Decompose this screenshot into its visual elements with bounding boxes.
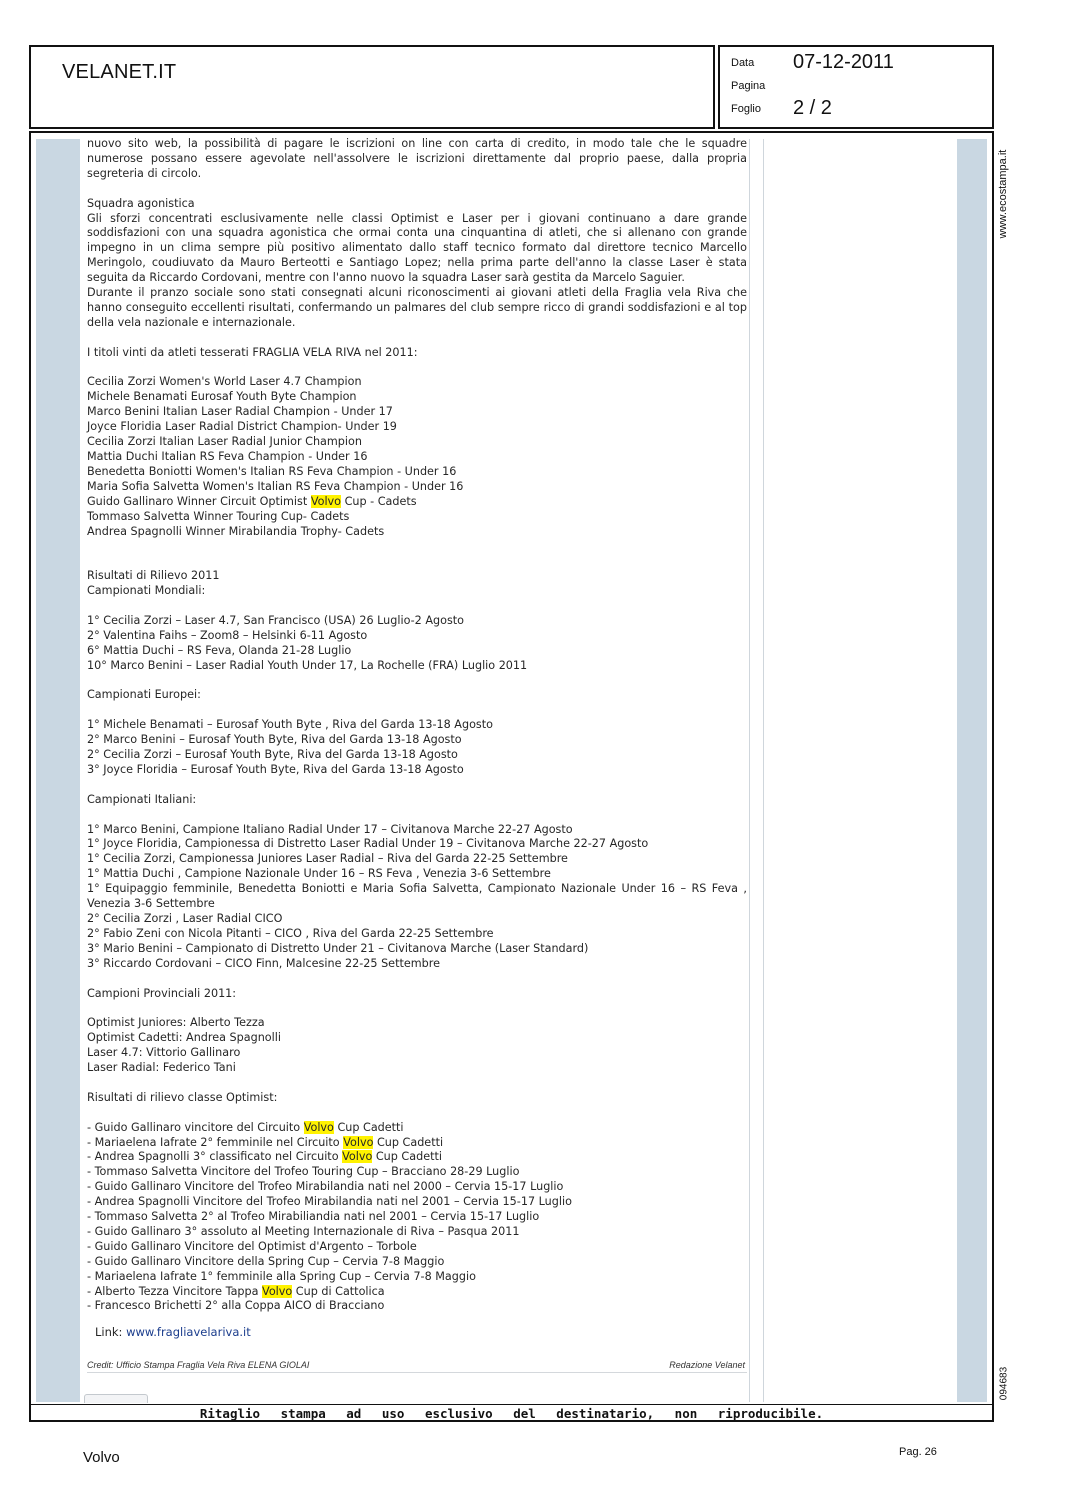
optimist-result-text: - Guido Gallinaro vincitore del Circuito	[87, 1120, 304, 1134]
optimist-result-text: - Guido Gallinaro Vincitore della Spring Cup – Cervia 7-8 Maggio	[87, 1254, 445, 1268]
european-result: 3° Joyce Floridia – Eurosaf Youth Byte, Riva del Garda 13-18 Agosto	[87, 762, 464, 776]
left-page-band	[36, 139, 80, 1402]
optimist-result-text-end: Cup Cadetti	[372, 1150, 442, 1164]
italiani-list	[87, 823, 747, 972]
optimist-result-text: - Andrea Spagnolli 3° classificato nel Circuito	[87, 1150, 343, 1164]
credit-right: Redazione Velanet	[669, 1360, 745, 1370]
cropped-button-stub	[84, 1394, 148, 1403]
intro-paragraph: nuovo sito web, la possibilità di pagare le iscrizioni on line con carta di credito, in modo tale che le squadre numerose possano essere agevolate nell'assolvere le iscrizioni direttamente dal proprio paese, dalla propria segreteria di circolo.	[87, 137, 747, 180]
european-result: 1° Michele Benamati – Eurosaf Youth Byte , Riva del Garda 13-18 Agosto	[87, 718, 493, 732]
highlighted-keyword: Volvo	[303, 1120, 334, 1134]
title-entry	[87, 525, 747, 540]
sidebar-divider	[763, 139, 764, 1402]
date-info-box	[718, 45, 994, 129]
optimist-result-text-end: Cup Cadetti	[333, 1120, 404, 1134]
optimist-result	[87, 1165, 747, 1180]
italian-result: 1° Equipaggio femminile, Benedetta Boniotti e Maria Sofia Salvetta, Campionato Nazionale Under 16 – RS Feva , Venezia 3-6 Settembre	[87, 882, 747, 911]
title-entry	[87, 435, 747, 450]
optimist-result-text: - Tommaso Salvetta Vincitore del Trofeo Touring Cup – Bracciano 28-29 Luglio	[87, 1165, 520, 1179]
italian-result: 1° Cecilia Zorzi, Campionessa Juniores Laser Radial – Riva del Garda 22-25 Settembre	[87, 852, 568, 866]
title-entry	[87, 450, 747, 465]
italian-result: 1° Mattia Duchi , Campione Nazionale Under 16 – RS Feva , Venezia 3-6 Settembre	[87, 867, 551, 881]
title-entry-text: Michele Benamati Eurosaf Youth Byte Champion	[87, 390, 357, 404]
pranzo-paragraph: Durante il pranzo sociale sono stati consegnati alcuni riconoscimenti ai giovani atleti della Fraglia vela Riva che hanno conseguito eccellenti risultati, confermando un palmares del club sempre ricco di grandi soddisfazioni e al top della vela nazionale e internazionale.	[87, 286, 747, 329]
world-result: 2° Valentina Faihs – Zoom8 – Helsinki 6-11 Agosto	[87, 628, 368, 642]
title-entry-text-end: Cup - Cadets	[341, 494, 417, 508]
optimist-heading: Risultati di rilievo classe Optimist:	[87, 1090, 278, 1104]
optimist-result-text-end: Cup di Cattolica	[292, 1284, 385, 1298]
world-result: 10° Marco Benini – Laser Radial Youth Under 17, La Rochelle (FRA) Luglio 2011	[87, 658, 528, 672]
mondiali-heading: Campionati Mondiali:	[87, 584, 206, 598]
optimist-result	[87, 1150, 747, 1165]
disclaimer-strip: Ritaglio stampa ad uso esclusivo del destinatario, non riproducibile.	[29, 1404, 994, 1423]
squadra-heading: Squadra agonistica	[87, 196, 195, 210]
provincial-champion: Optimist Cadetti: Andrea Spagnolli	[87, 1031, 281, 1045]
optimist-result	[87, 1210, 747, 1225]
italian-result: 2° Cecilia Zorzi , Laser Radial CICO	[87, 911, 283, 925]
european-result: 2° Marco Benini – Eurosaf Youth Byte, Riva del Garda 13-18 Agosto	[87, 733, 462, 747]
title-entry	[87, 495, 747, 510]
sheet-label: Foglio	[731, 103, 761, 115]
titoli-heading: I titoli vinti da atleti tesserati FRAGLIA VELA RIVA nel 2011:	[87, 345, 418, 359]
squadra-paragraph: Gli sforzi concentrati esclusivamente nelle classi Optimist e Laser per i giovani continuano a dare grande soddisfazioni con una squadra agonistica che ormai conta una cinquantina di atleti, che si allenano con grande impegno in un clima sempre più positivo alimentato dallo staff tecnico formato dal direttore tecnico Marcello Meringolo, coudiuvato da Mauro Berteotti e Santiago Lopez; nella prima parte dell'anno la classe Laser è stata seguita da Riccardo Cordovani, mentre con l'anno nuovo la squadra Laser sarà gestita da Marcelo Saguier.	[87, 211, 747, 285]
titoli-list	[87, 375, 747, 539]
optimist-result-text: - Andrea Spagnolli Vincitore del Trofeo Mirabilandia nati nel 2001 – Cervia 15-17 Luglio	[87, 1195, 572, 1209]
optimist-result	[87, 1240, 747, 1255]
publication-name: VELANET.IT	[62, 61, 177, 83]
mondiali-list	[87, 614, 747, 674]
optimist-result	[87, 1270, 747, 1285]
title-entry-text: Guido Gallinaro Winner Circuit Optimist	[87, 494, 311, 508]
optimist-result	[87, 1136, 747, 1151]
page-label: Pagina	[731, 80, 766, 92]
provinciali-list	[87, 1016, 747, 1076]
italian-result: 1° Marco Benini, Campione Italiano Radial Under 17 – Civitanova Marche 22-27 Agosto	[87, 822, 573, 836]
optimist-result-text-end: Cup Cadetti	[373, 1135, 444, 1149]
article-body	[87, 137, 747, 1314]
footer-page-number: Pag. 26	[899, 1446, 937, 1458]
title-entry	[87, 465, 747, 480]
optimist-list	[87, 1121, 747, 1315]
title-entry-text: Andrea Spagnolli Winner Mirabilandia Trophy- Cadets	[87, 524, 385, 538]
optimist-result-text: - Alberto Tezza Vincitore Tappa	[87, 1284, 263, 1298]
optimist-result-text: - Guido Gallinaro 3° assoluto al Meeting Internazionale di Riva – Pasqua 2011	[87, 1224, 520, 1238]
footer-keyword: Volvo	[83, 1449, 120, 1466]
ecostampa-vertical-text	[996, 143, 1012, 249]
optimist-result	[87, 1121, 747, 1136]
italian-result: 2° Fabio Zeni con Nicola Pitanti – CICO , Riva del Garda 22-25 Settembre	[87, 926, 494, 940]
title-entry	[87, 405, 747, 420]
europei-list	[87, 718, 747, 778]
world-result: 6° Mattia Duchi – RS Feva, Olanda 21-28 Luglio	[87, 643, 352, 657]
provincial-champion: Laser 4.7: Vittorio Gallinaro	[87, 1046, 241, 1060]
world-result: 1° Cecilia Zorzi – Laser 4.7, San Francisco (USA) 26 Luglio-2 Agosto	[87, 613, 465, 627]
highlighted-keyword: Volvo	[343, 1135, 374, 1149]
italian-result: 1° Joyce Floridia, Campionessa di Distretto Laser Radial Under 19 – Civitanova Marche 22-27 Agosto	[87, 837, 649, 851]
title-entry-text: Benedetta Boniotti Women's Italian RS Feva Champion - Under 16	[87, 464, 457, 478]
credit-divider	[87, 1372, 747, 1373]
source-link[interactable]: www.fragliavelariva.it	[126, 1325, 251, 1339]
title-entry-text: Marco Benini Italian Laser Radial Champion - Under 17	[87, 405, 393, 419]
date-value: 07-12-2011	[793, 51, 894, 73]
provincial-champion: Optimist Juniores: Alberto Tezza	[87, 1016, 265, 1030]
title-entry	[87, 375, 747, 390]
ecostampa-website: www.ecostampa.it	[997, 149, 1009, 239]
italiani-heading: Campionati Italiani:	[87, 792, 197, 806]
title-entry	[87, 480, 747, 495]
optimist-result	[87, 1195, 747, 1210]
optimist-result-text: - Francesco Brichetti 2° alla Coppa AICO di Bracciano	[87, 1299, 385, 1313]
clipping-code: 094683	[998, 1366, 1010, 1401]
optimist-result	[87, 1285, 747, 1300]
highlighted-keyword: Volvo	[310, 494, 342, 508]
sheet-value: 2 / 2	[793, 97, 832, 119]
optimist-result-text: - Tommaso Salvetta 2° al Trofeo Mirabiliandia nati nel 2001 – Cervia 15-17 Luglio	[87, 1210, 540, 1224]
highlighted-keyword: Volvo	[342, 1150, 373, 1164]
date-label: Data	[731, 57, 755, 69]
title-entry-text: Cecilia Zorzi Women's World Laser 4.7 Champion	[87, 375, 362, 389]
optimist-result	[87, 1299, 747, 1314]
italian-result: 3° Mario Benini – Campionato di Distretto Under 21 – Civitanova Marche (Laser Standard)	[87, 941, 589, 955]
title-entry-text: Mattia Duchi Italian RS Feva Champion - Under 16	[87, 449, 368, 463]
link-label: Link:	[95, 1325, 123, 1339]
title-entry	[87, 390, 747, 405]
right-page-band	[957, 139, 987, 1402]
title-entry	[87, 420, 747, 435]
title-entry-text: Maria Sofia Salvetta Women's Italian RS Feva Champion - Under 16	[87, 479, 464, 493]
provinciali-heading: Campioni Provinciali 2011:	[87, 986, 237, 1000]
clipping-code-vertical	[996, 1362, 1012, 1408]
credit-line	[87, 1360, 745, 1370]
provincial-champion: Laser Radial: Federico Tani	[87, 1061, 236, 1075]
highlighted-keyword: Volvo	[262, 1284, 293, 1298]
optimist-result-text: - Mariaelena Iafrate 1° femminile alla Spring Cup – Cervia 7-8 Maggio	[87, 1269, 476, 1283]
optimist-result	[87, 1225, 747, 1240]
title-entry-text: Joyce Floridia Laser Radial District Champion- Under 19	[87, 420, 397, 434]
optimist-result-text: - Mariaelena Iafrate 2° femminile nel Circuito	[87, 1135, 344, 1149]
optimist-result	[87, 1255, 747, 1270]
title-entry-text: Cecilia Zorzi Italian Laser Radial Junior Champion	[87, 435, 362, 449]
italian-result: 3° Riccardo Cordovani – CICO Finn, Malcesine 22-25 Settembre	[87, 956, 440, 970]
europei-heading: Campionati Europei:	[87, 688, 201, 702]
publication-header-box	[29, 45, 715, 129]
title-entry-text: Tommaso Salvetta Winner Touring Cup- Cadets	[87, 509, 350, 523]
risultati-heading: Risultati di Rilievo 2011	[87, 569, 220, 583]
optimist-result-text: - Guido Gallinaro Vincitore del Optimist d'Argento – Torbole	[87, 1239, 417, 1253]
european-result: 2° Cecilia Zorzi – Eurosaf Youth Byte, Riva del Garda 13-18 Agosto	[87, 748, 458, 762]
source-link-row	[95, 1325, 251, 1339]
credit-left: Credit: Ufficio Stampa Fraglia Vela Riva ELENA GIOLAI	[87, 1360, 310, 1370]
title-entry	[87, 510, 747, 525]
optimist-result	[87, 1180, 747, 1195]
optimist-result-text: - Guido Gallinaro Vincitore del Trofeo Mirabilandia nati nel 2000 – Cervia 15-17 Luglio	[87, 1180, 564, 1194]
